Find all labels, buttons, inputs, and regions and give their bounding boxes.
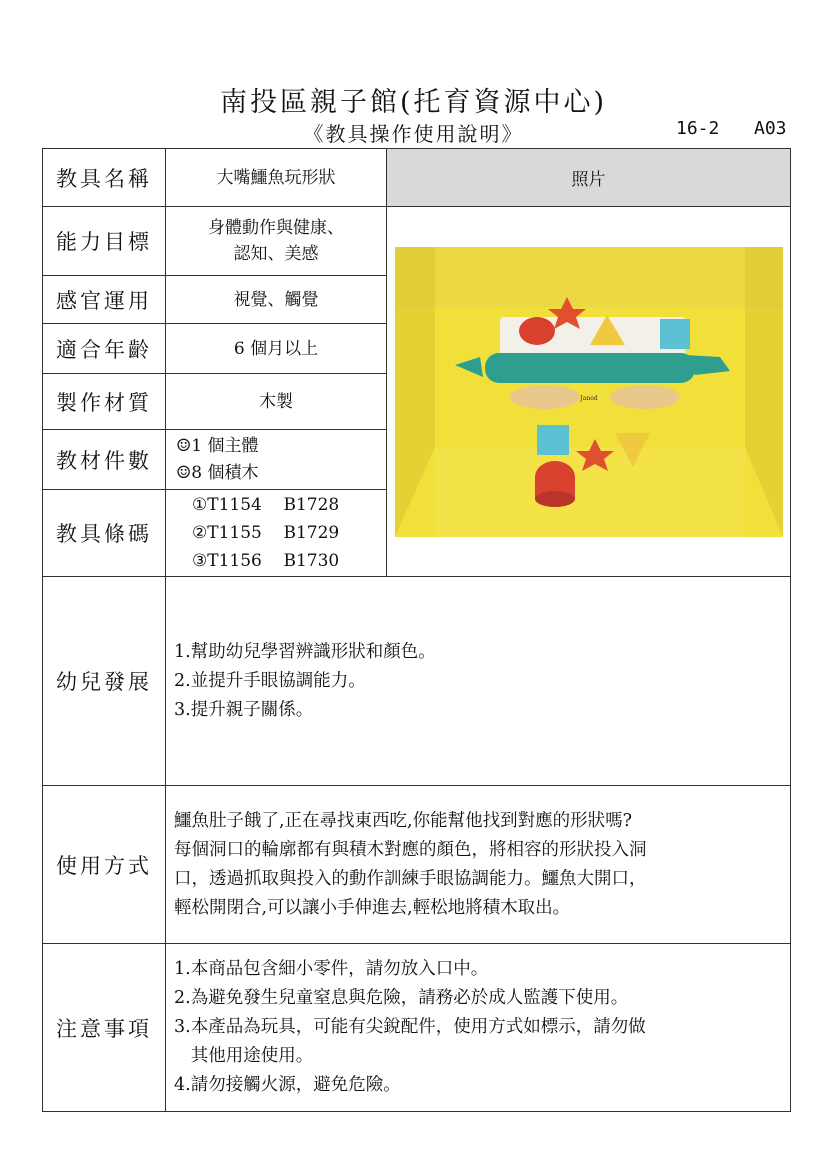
development-item: 3.提升親子關係。 bbox=[174, 699, 314, 720]
value-parts bbox=[166, 430, 387, 490]
value-usage bbox=[166, 786, 791, 944]
photo-header: 照片 bbox=[387, 149, 791, 207]
value-ability bbox=[166, 207, 387, 276]
square-block bbox=[537, 425, 569, 455]
note-item: 1.本商品包含細小零件，請勿放入口中。 bbox=[174, 959, 489, 979]
label-senses: 感官運用 bbox=[43, 276, 166, 324]
label-notes: 注意事項 bbox=[43, 944, 166, 1112]
value-notes bbox=[166, 944, 791, 1112]
parts-line-2: ☺8 個積木 bbox=[176, 462, 259, 483]
usage-line: 輕松開閉合,可以讓小手伸進去,輕松地將積木取出。 bbox=[174, 897, 571, 918]
page-title: 南投區親子館(托育資源中心) bbox=[219, 87, 608, 118]
instruction-table bbox=[42, 148, 791, 1112]
square-block-top bbox=[660, 319, 690, 349]
photo-cell bbox=[387, 207, 791, 577]
value-toy-name: 大嘴鱷魚玩形狀 bbox=[166, 149, 387, 207]
development-item: 2.並提升手眼協調能力。 bbox=[174, 670, 366, 691]
label-age: 適合年齡 bbox=[43, 324, 166, 374]
document-code-number: 16-2 bbox=[676, 118, 720, 139]
label-usage: 使用方式 bbox=[43, 786, 166, 944]
label-barcodes: 教具條碼 bbox=[43, 490, 166, 577]
barcode-item: ①T1154 B1728 bbox=[192, 495, 340, 515]
label-ability: 能力目標 bbox=[43, 207, 166, 276]
value-senses: 視覺、觸覺 bbox=[166, 276, 387, 324]
usage-line: 每個洞口的輪廓都有與積木對應的顏色，將相容的形狀投入洞 bbox=[174, 839, 647, 860]
label-development: 幼兒發展 bbox=[43, 577, 166, 786]
value-material: 木製 bbox=[166, 374, 387, 430]
page-subtitle: 《教具操作使用說明》 bbox=[303, 122, 524, 146]
usage-line: 鱷魚肚子餓了,正在尋找東西吃,你能幫他找到對應的形狀嗎? bbox=[174, 810, 633, 831]
usage-line: 口，透過抓取與投入的動作訓練手眼協調能力。鱷魚大開口， bbox=[174, 868, 647, 889]
document-code-id: A03 bbox=[754, 118, 787, 139]
label-parts: 教材件數 bbox=[43, 430, 166, 490]
label-material: 製作材質 bbox=[43, 374, 166, 430]
ability-line-1: 身體動作與健康、 bbox=[208, 218, 344, 238]
note-item: 3.本產品為玩具，可能有尖銳配件，使用方式如標示，請勿做 bbox=[174, 1017, 646, 1037]
barcode-item: ③T1156 B1730 bbox=[192, 551, 340, 571]
brand-label: Janod bbox=[579, 394, 598, 402]
barcode-item: ②T1155 B1729 bbox=[192, 523, 340, 543]
development-item: 1.幫助幼兒學習辨識形狀和顏色。 bbox=[174, 641, 436, 662]
value-development bbox=[166, 577, 791, 786]
parts-line-1: ☺1 個主體 bbox=[176, 435, 259, 456]
wheel-left bbox=[510, 385, 580, 409]
note-item: 其他用途使用。 bbox=[174, 1046, 314, 1066]
crocodile-body bbox=[485, 353, 695, 383]
cylinder-block-top bbox=[519, 317, 555, 345]
wheel-right bbox=[610, 385, 680, 409]
ability-line-2: 認知、美感 bbox=[233, 244, 319, 264]
toy-photo bbox=[395, 247, 783, 537]
value-age: 6 個月以上 bbox=[166, 324, 387, 374]
note-item: 2.為避免發生兒童窒息與危險，請務必於成人監護下使用。 bbox=[174, 988, 629, 1008]
label-toy-name: 教具名稱 bbox=[43, 149, 166, 207]
note-item: 4.請勿接觸火源，避免危險。 bbox=[174, 1075, 401, 1095]
value-barcodes bbox=[166, 490, 387, 577]
